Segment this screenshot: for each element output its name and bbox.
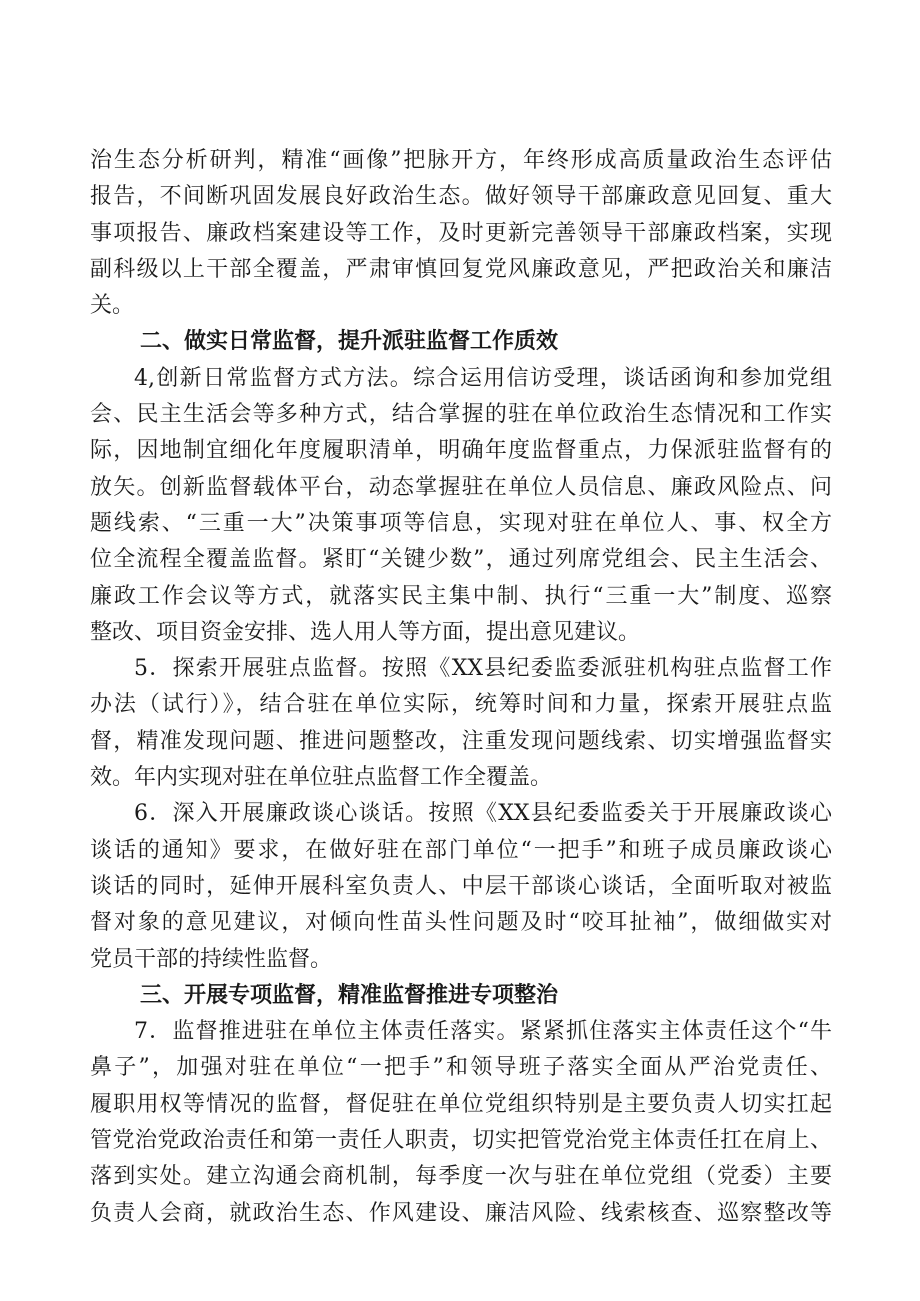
text-line: 报告，不间断巩固发展良好政治生态。做好领导干部廉政意见回复、重大 — [90, 184, 832, 210]
document-page — [90, 143, 832, 1232]
text-line: 落到实处。建立沟通会商机制，每季度一次与驻在单位党组（党委）主要 — [90, 1164, 832, 1190]
text-line: 副科级以上干部全覆盖，严肃审慎回复党风廉政意见，严把政治关和廉洁 — [90, 256, 832, 282]
text-line: 5．探索开展驻点监督。按照《XX县纪委监委派驻机构驻点监督工作 — [134, 656, 832, 682]
text-line: 负责人会商，就政治生态、作风建设、廉洁风险、线索核查、巡察整改等 — [90, 1200, 832, 1226]
text-line: 谈话的同时，延伸开展科室负责人、中层干部谈心谈话，全面听取对被监 — [90, 873, 832, 899]
text-line: 题线索、“三重一大”决策事项等信息，实现对驻在单位人、事、权全方 — [90, 510, 832, 536]
text-line: 关。 — [90, 293, 135, 319]
text-line: 4,创新日常监督方式方法。综合运用信访受理，谈话函询和参加党组 — [134, 365, 832, 391]
section-heading: 二、做实日常监督，提升派驻监督工作质效 — [140, 329, 559, 355]
text-line: 6．深入开展廉政谈心谈话。按照《XX县纪委监委关于开展廉政谈心 — [134, 801, 832, 827]
text-line: 7．监督推进驻在单位主体责任落实。紧紧抓住落实主体责任这个“牛 — [134, 1019, 832, 1045]
text-line: 谈话的通知》要求，在做好驻在部门单位“一把手”和班子成员廉政谈心 — [90, 837, 832, 863]
text-line: 督，精准发现问题、推进问题整改，注重发现问题线索、切实增强监督实 — [90, 728, 832, 754]
text-line: 效。年内实现对驻在单位驻点监督工作全覆盖。 — [90, 765, 553, 791]
text-line: 整改、项目资金安排、选人用人等方面，提出意见建议。 — [90, 619, 641, 645]
text-line: 放矢。创新监督载体平台，动态掌握驻在单位人员信息、廉政风险点、问 — [90, 474, 832, 500]
text-line: 位全流程全覆盖监督。紧盯“关键少数”，通过列席党组会、民主生活会、 — [90, 547, 832, 573]
text-line: 会、民主生活会等多种方式，结合掌握的驻在单位政治生态情况和工作实 — [90, 402, 832, 428]
text-line: 廉政工作会议等方式，就落实民主集中制、执行“三重一大”制度、巡察 — [90, 583, 832, 609]
text-line: 党员干部的持续性监督。 — [90, 946, 333, 972]
text-line: 督对象的意见建议，对倾向性苗头性问题及时“咬耳扯袖”，做细做实对 — [90, 910, 832, 936]
text-line: 履职用权等情况的监督，督促驻在单位党组织特别是主要负责人切实扛起 — [90, 1091, 832, 1117]
text-line: 治生态分析研判，精准“画像”把脉开方，年终形成高质量政治生态评估 — [90, 148, 832, 173]
section-heading: 三、开展专项监督，精准监督推进专项整治 — [140, 982, 559, 1008]
text-line: 办法（试行）》，结合驻在单位实际，统筹时间和力量，探索开展驻点监 — [90, 692, 832, 718]
text-line: 际，因地制宜细化年度履职清单，明确年度监督重点，力保派驻监督有的 — [90, 438, 832, 464]
text-line: 事项报告、廉政档案建设等工作，及时更新完善领导干部廉政档案，实现 — [90, 220, 832, 246]
text-line: 鼻子”，加强对驻在单位“一把手”和领导班子落实全面从严治党责任、 — [90, 1055, 832, 1081]
text-line: 管党治党政治责任和第一责任人职责，切实把管党治党主体责任扛在肩上、 — [90, 1128, 832, 1154]
